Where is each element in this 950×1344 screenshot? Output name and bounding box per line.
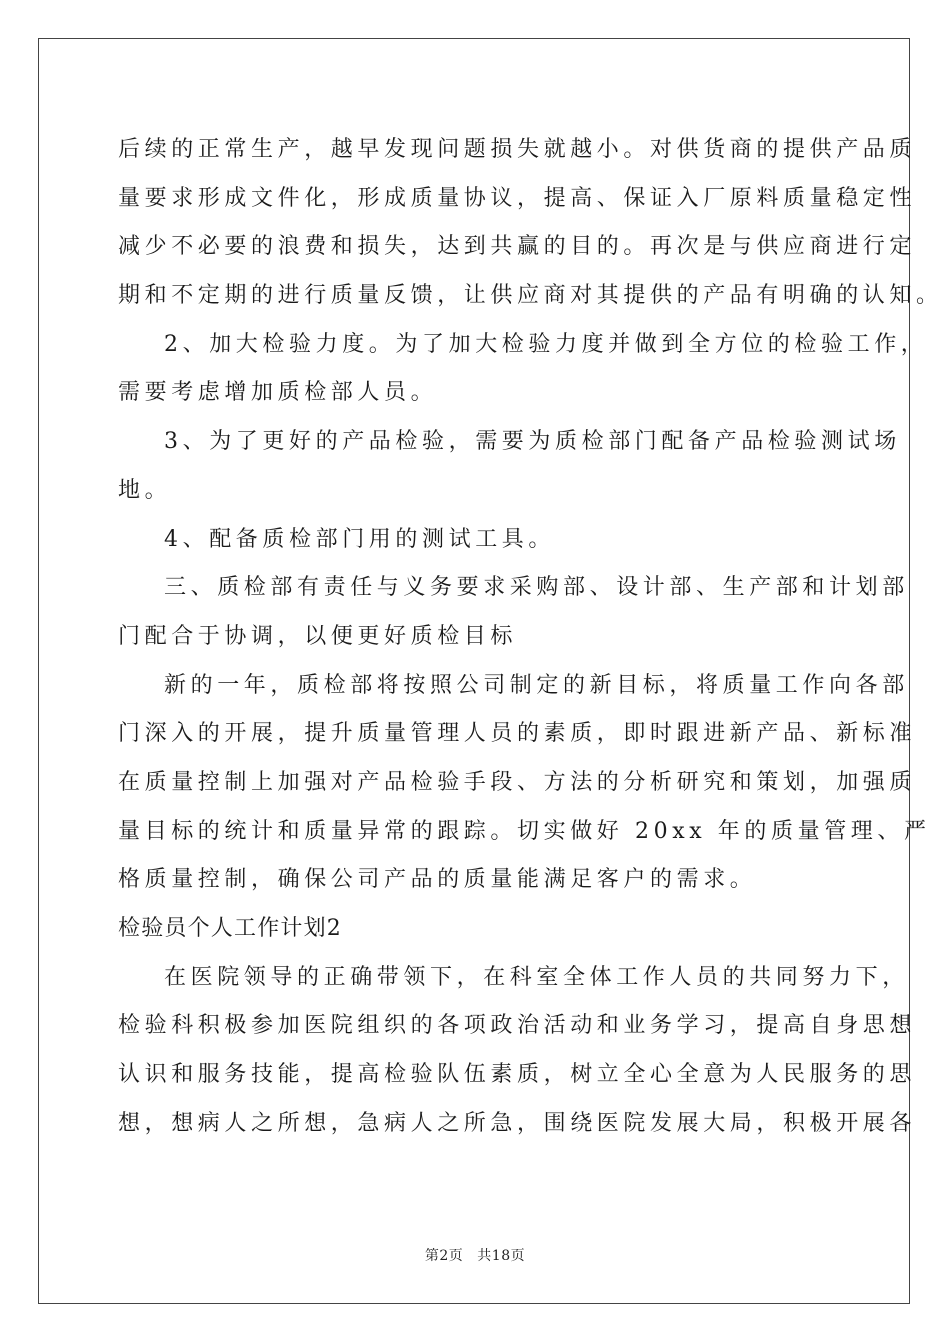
page-number: 第2页: [424, 1248, 464, 1264]
document-body: [118, 126, 943, 1148]
paragraph-line: 在质量控制上加强对产品检验手段、方法的分析研究和策划，加强质: [118, 769, 917, 795]
paragraph-line: 后续的正常生产，越早发现问题损失就越小。对供货商的提供产品质: [118, 137, 917, 162]
paragraph-line: 新的一年，质检部将按照公司制定的新目标，将质量工作向各部: [164, 672, 909, 698]
paragraph-line: 门配合于协调，以便更好质检目标: [118, 623, 518, 649]
page-footer: [0, 1245, 950, 1265]
paragraph-line: 检验科积极参加医院组织的各项政治活动和业务学习，提高自身思想: [118, 1013, 917, 1039]
paragraph-line: 量目标的统计和质量异常的跟踪。切实做好 20xx 年的质量管理、严: [118, 818, 931, 844]
paragraph-line: 在医院领导的正确带领下，在科室全体工作人员的共同努力下，: [164, 964, 909, 990]
paragraph-line: 3、为了更好的产品检验，需要为质检部门配备产品检验测试场: [164, 429, 901, 455]
page-total: 共18页: [477, 1248, 526, 1264]
paragraph-line: 量要求形成文件化，形成质量协议，提高、保证入厂原料质量稳定性: [118, 185, 917, 211]
paragraph-line: 认识和服务技能，提高检验队伍素质，树立全心全意为人民服务的思: [118, 1062, 917, 1088]
paragraph-line: 想，想病人之所想，急病人之所急，围绕医院发展大局，积极开展各: [118, 1110, 917, 1136]
paragraph-line: 减少不必要的浪费和损失，达到共赢的目的。再次是与供应商进行定: [118, 234, 917, 260]
section-heading: 检验员个人工作计划2: [118, 916, 342, 941]
paragraph-line: 门深入的开展，提升质量管理人员的素质，即时跟进新产品、新标准: [118, 721, 917, 747]
paragraph-line: 4、配备质检部门用的测试工具。: [164, 526, 555, 552]
paragraph-line: 三、质检部有责任与义务要求采购部、设计部、生产部和计划部: [164, 575, 909, 601]
paragraph-line: 需要考虑增加质检部人员。: [118, 380, 438, 406]
paragraph-line: 期和不定期的进行质量反馈，让供应商对其提供的产品有明确的认知。: [118, 283, 943, 309]
paragraph-line: 2、加大检验力度。为了加大检验力度并做到全方位的检验工作，: [164, 331, 928, 357]
paragraph-line: 地。: [118, 477, 172, 503]
paragraph-line: 格质量控制，确保公司产品的质量能满足客户的需求。: [118, 867, 757, 893]
